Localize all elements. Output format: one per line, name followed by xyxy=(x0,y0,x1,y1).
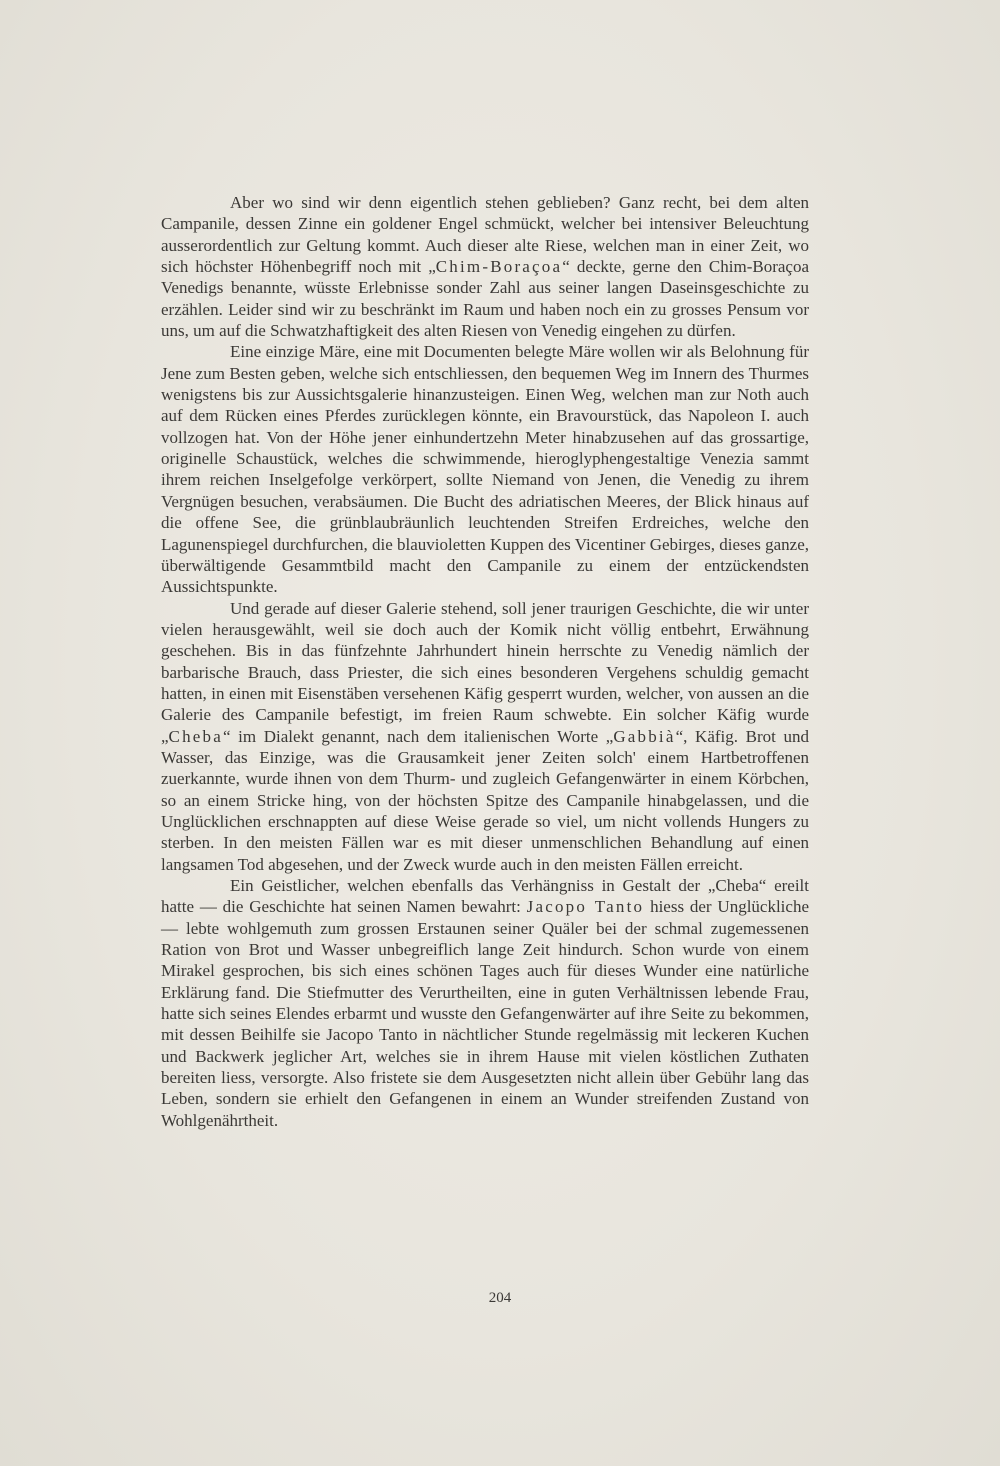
paragraph-text: “ im Dialekt genannt, nach dem italienischen Worte „ xyxy=(222,726,614,746)
paragraph-text: Eine einzige Märe, eine mit Documenten belegte Märe wollen wir als Belohnung für Jene zum Besten geben, welche sich entschliessen, den bequemen Weg im Innern des Thurmes wenigstens bis zur Aussichtsgalerie hinanzusteigen. Einen Weg, welchen man zur Noth auch auf dem Rücken eines Pferdes zurücklegen könnte, ein Bravourstück, das Napoleon I. auch vollzogen hat. Von der Höhe jener einhundertzehn Meter hinabzusehen auf das grossartige, originelle Schaustück, welches die schwimmende, hieroglyphengestaltige Venezia sammt ihrem reichen Inselgefolge verkörpert, sollte Niemand von Jenen, die Venedig zu ihrem Vergnügen besuchen, verabsäumen. Die Bucht des adriatischen Meeres, der Blick hinaus auf die offene See, die grünblaubräunlich leuchtenden Streifen Erdreiches, welche den Lagunenspiegel durchfurchen, die blauvioletten Kuppen des Vicentiner Gebirges, dieses ganze, überwältigende Gesammtbild macht den Campanile zu einem der entzückendsten Aussichtspunkte. xyxy=(161,342,809,597)
paragraph-text: Und gerade auf dieser Galerie stehend, soll jener traurigen Geschichte, die wir unter vielen herausgewählt, weil sie doch auch der Komik nicht völlig entbehrt, Erwähnung geschehen. Bis in das fünfzehnte Jahrhundert hinein herrschte zu Venedig nämlich der barbarische Brauch, dass Priester, die sich eines besonderen Vergehens schuldig gemacht hatten, in einen mit Eisenstäben versehenen Käfig gesperrt wurden, welcher, von aussen an die Galerie des Campanile befestigt, im freien Raum schwebte. Ein solcher Käfig wurde „ xyxy=(161,598,809,746)
body-text xyxy=(161,192,809,1131)
paragraph-text: Ein Geistlicher, welchen ebenfalls das Verhängniss in Gestalt der „Cheba“ ereilt hatte — die Geschichte hat seinen Namen bewahrt: xyxy=(161,876,809,917)
paragraph-text: “, Käfig. Brot und Wasser, das Einzige, was die Grausamkeit jener Zeiten solch' einem Hartbetroffenen zuerkannte, wurde ihnen von dem Thurm- und zugleich Gefangenwärter in einem Körbchen, so an einem Stricke hing, von der höchsten Spitze des Campanile hinabgelassen, und die Unglücklichen erschnappten auf diese Weise gerade so viel, um nicht vollends Hungers zu sterben. In den meisten Fällen war es mit dieser unmenschlichen Behandlung auf einen langsamen Tod abgesehen, und der Zweck wurde auch in den meisten Fällen erreicht. xyxy=(161,726,809,874)
spaced-term-chim-boracoa: Chim-Boraçoa xyxy=(435,257,563,277)
paragraph-1 xyxy=(161,192,809,341)
paragraph-4 xyxy=(161,875,809,1131)
paragraph-2 xyxy=(161,341,809,597)
paragraph-text: “ deckte, gerne den Chim-Boraçoa Venedigs benannte, wüsste Erlebnisse sonder Zahl aus seiner langen Daseinsgeschichte zu erzählen. Leider sind wir zu beschränkt im Raum und haben noch ein zu grosses Pensum vor uns, um auf die Schwatzhaftigkeit des alten Riesen von Venedig eingehen zu dürfen. xyxy=(161,257,809,341)
spaced-name-jacopo-tanto: Jacopo Tanto xyxy=(526,897,645,917)
paragraph-text: hiess der Unglückliche — lebte wohlgemuth zum grossen Erstaunen seiner Quäler bei der schmal zugemessenen Ration von Brot und Wasser unbegreiflich lange Zeit hindurch. Schon wurde von einem Mirakel gesprochen, bis sich eines schönen Tages auch für dieses Wunder eine natürliche Erklärung fand. Die Stiefmutter des Verurtheilten, eine in guten Verhältnissen lebende Frau, hatte sich seines Elendes erbarmt und wusste den Gefangenwärter auf ihre Seite zu bekommen, mit dessen Beihilfe sie Jacopo Tanto in nächtlicher Stunde regelmässig mit leckeren Kuchen und Backwerk jeglicher Art, welches sie in ihrem Hause mit vielen köstlichen Zuthaten bereiten liess, versorgte. Also fristete sie dem Ausgesetzten nicht allein über Gebühr lang das Leben, sondern sie erhielt den Gefangenen in einem an Wunder streifenden Zustand von Wohlgenährtheit. xyxy=(161,897,809,1130)
page-number: 204 xyxy=(488,1290,512,1306)
spaced-term-cheba: Cheba xyxy=(168,726,223,746)
paragraph-text: Aber wo sind wir denn eigentlich stehen geblieben? Ganz recht, bei dem alten Campanile, dessen Zinne ein goldener Engel schmückt, welcher bei intensiver Beleuchtung ausserordentlich zur Geltung kommt. Auch dieser alte Riese, welchen man in einer Zeit, wo sich höchster Höhenbegriff noch mit „ xyxy=(161,193,809,277)
paragraph-3 xyxy=(161,598,809,875)
spaced-term-gabbia: Gabbià xyxy=(613,726,676,746)
